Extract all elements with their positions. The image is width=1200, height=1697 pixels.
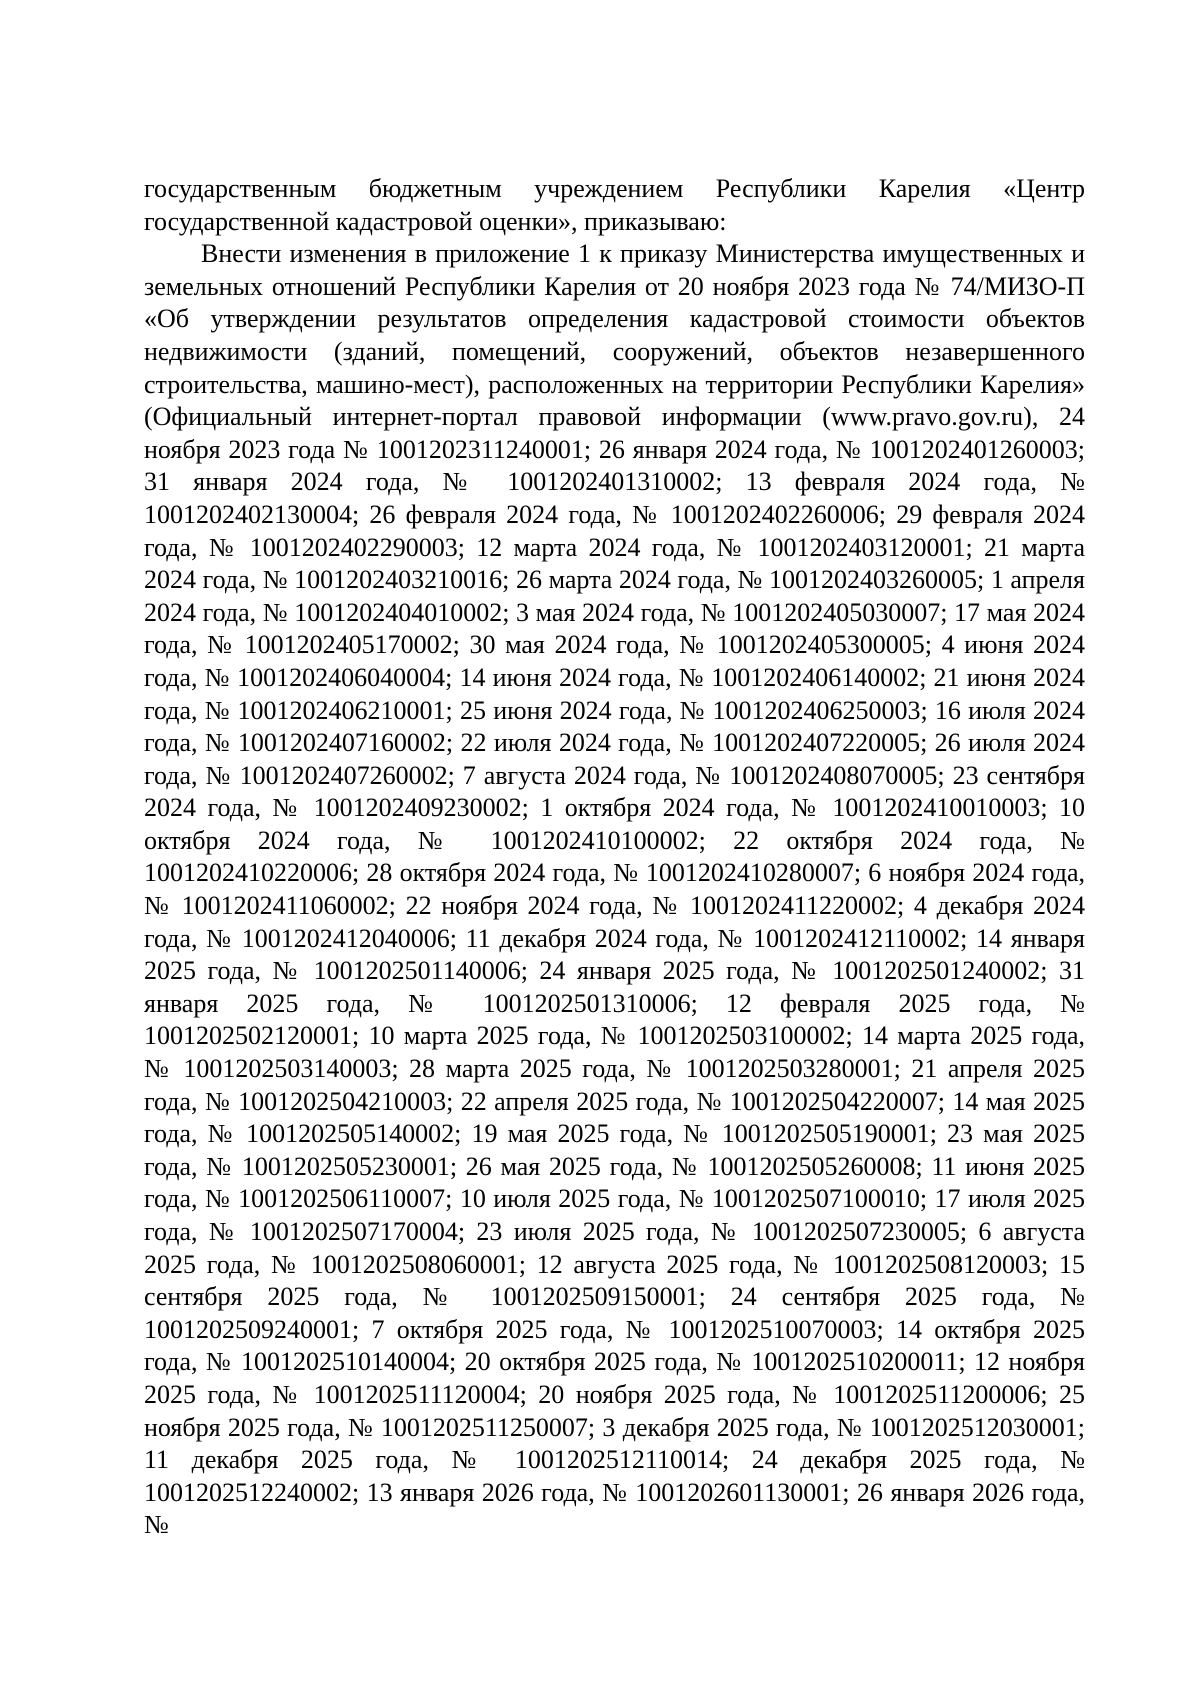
document-body [144,173,1085,1542]
paragraph-amendment: Внести изменения в приложение 1 к приказу Министерства имущественных и земельных отношений Республики Карелия от 20 ноября 2023 года № 74/МИЗО-П «Об утверждении результатов определения кадастровой стоимости объектов недвижимости (зданий, помещений, сооружений, объектов незавершенного строительства, машино-мест), расположенных на территории Республики Карелия» (Официальный интернет-портал правовой информации (www.pravo.gov.ru), 24 ноября 2023 года № 1001202311240001; 26 января 2024 года, № 1001202401260003; 31 января 2024 года, № 1001202401310002; 13 февраля 2024 года, № 1001202402130004; 26 февраля 2024 года, № 1001202402260006; 29 февраля 2024 года, № 1001202402290003; 12 марта 2024 года, № 1001202403120001; 21 марта 2024 года, № 1001202403210016; 26 марта 2024 года, № 1001202403260005; 1 апреля 2024 года, № 1001202404010002; 3 мая 2024 года, № 1001202405030007; 17 мая 2024 года, № 1001202405170002; 30 мая 2024 года, № 1001202405300005; 4 июня 2024 года, № 1001202406040004; 14 июня 2024 года, № 1001202406140002; 21 июня 2024 года, № 1001202406210001; 25 июня 2024 года, № 1001202406250003; 16 июля 2024 года, № 1001202407160002; 22 июля 2024 года, № 1001202407220005; 26 июля 2024 года, № 1001202407260002; 7 августа 2024 года, № 1001202408070005; 23 сентября 2024 года, № 1001202409230002; 1 октября 2024 года, № 1001202410010003; 10 октября 2024 года, № 1001202410100002; 22 октября 2024 года, № 1001202410220006; 28 октября 2024 года, № 1001202410280007; 6 ноября 2024 года, № 1001202411060002; 22 ноября 2024 года, № 1001202411220002; 4 декабря 2024 года, № 1001202412040006; 11 декабря 2024 года, № 1001202412110002; 14 января 2025 года, № 1001202501140006; 24 января 2025 года, № 1001202501240002; 31 января 2025 года, № 1001202501310006; 12 февраля 2025 года, № 1001202502120001; 10 марта 2025 года, № 1001202503100002; 14 марта 2025 года, № 1001202503140003; 28 марта 2025 года, № 1001202503280001; 21 апреля 2025 года, № 1001202504210003; 22 апреля 2025 года, № 1001202504220007; 14 мая 2025 года, № 1001202505140002; 19 мая 2025 года, № 1001202505190001; 23 мая 2025 года, № 1001202505230001; 26 мая 2025 года, № 1001202505260008; 11 июня 2025 года, № 1001202506110007; 10 июля 2025 года, № 1001202507100010; 17 июля 2025 года, № 1001202507170004; 23 июля 2025 года, № 1001202507230005; 6 августа 2025 года, № 1001202508060001; 12 августа 2025 года, № 1001202508120003; 15 сентября 2025 года, № 1001202509150001; 24 сентября 2025 года, № 1001202509240001; 7 октября 2025 года, № 1001202510070003; 14 октября 2025 года, № 1001202510140004; 20 октября 2025 года, № 1001202510200011; 12 ноября 2025 года, № 1001202511120004; 20 ноября 2025 года, № 1001202511200006; 25 ноября 2025 года, № 1001202511250007; 3 декабря 2025 года, № 1001202512030001; 11 декабря 2025 года, № 1001202512110014; 24 декабря 2025 года, № 1001202512240002; 13 января 2026 года, № 1001202601130001; 26 января 2026 года, № [144,239,1085,1540]
paragraph-intro: государственным бюджетным учреждением Республики Карелия «Центр государственной кадастровой оценки», приказываю: [144,174,1085,236]
